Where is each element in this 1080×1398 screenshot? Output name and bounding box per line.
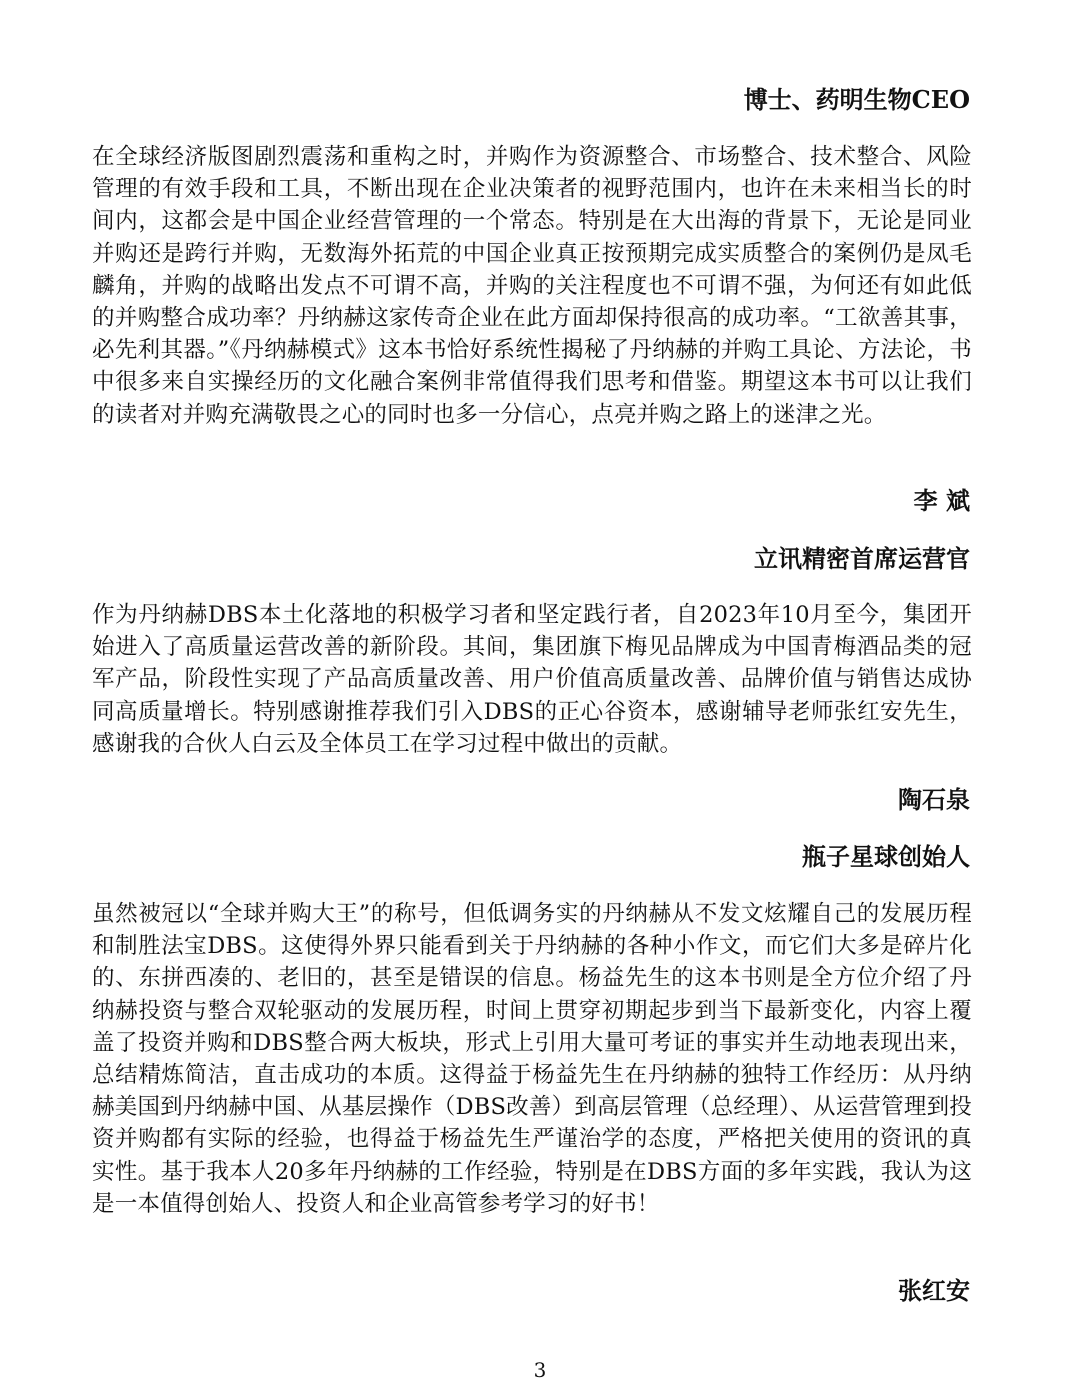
endorsement-paragraph-4: 虽然被冠以“全球并购大王”的称号，但低调务实的丹纳赫从不发文炫耀自己的发展历程和制胜法宝DBS。这使得外界只能看到关于丹纳赫的各种小作文，而它们大多是碎片化的、东拼西凑的、老旧的，甚至是错误的信息。杨益先生的这本书则是全方位介绍了丹纳赫投资与整合双轮驱动的发展历程，时间上贯穿初期起步到当下最新变化，内容上覆盖了投资并购和DBS整合两大板块，形式上引用大量可考证的事实并生动地表现出来，总结精炼简洁，直击成功的本质。这得益于杨益先生在丹纳赫的独特工作经历：从丹纳赫美国到丹纳赫中国、从基层操作（DBS改善）到高层管理（总经理）、从运营管理到投资并购都有实际的经验，也得益于杨益先生严谨治学的态度，严格把关使用的资讯的真实性。基于我本人20多年丹纳赫的工作经验，特别是在DBS方面的多年实践，我认为这是一本值得创始人、投资人和企业高管参考学习的好书！	[92, 901, 972, 1217]
endorser-title-2: 立讯精密首席运营官	[754, 544, 970, 573]
endorser-title-3: 瓶子星球创始人	[802, 842, 970, 871]
endorser-name-2: 李 斌	[913, 486, 970, 515]
endorsement-paragraph-2: 在全球经济版图剧烈震荡和重构之时，并购作为资源整合、市场整合、技术整合、风险管理的有效手段和工具，不断出现在企业决策者的视野范围内，也许在未来相当长的时间内，这都会是中国企业经营管理的一个常态。特别是在大出海的背景下，无论是同业并购还是跨行并购，无数海外拓荒的中国企业真正按预期完成实质整合的案例仍是凤毛麟角，并购的战略出发点不可谓不高，并购的关注程度也不可谓不强，为何还有如此低的并购整合成功率？丹纳赫这家传奇企业在此方面却保持很高的成功率。“工欲善其事，必先利其器。”《丹纳赫模式》这本书恰好系统性揭秘了丹纳赫的并购工具论、方法论，书中很多来自实操经历的文化融合案例非常值得我们思考和借鉴。期望这本书可以让我们的读者对并购充满敬畏之心的同时也多一分信心，点亮并购之路上的迷津之光。	[92, 144, 972, 428]
endorser-title-1: 博士、药明生物CEO	[743, 85, 970, 114]
endorser-name-3: 陶石泉	[898, 785, 970, 814]
endorsement-paragraph-3: 作为丹纳赫DBS本土化落地的积极学习者和坚定践行者，自2023年10月至今，集团开始进入了高质量运营改善的新阶段。其间，集团旗下梅见品牌成为中国青梅酒品类的冠军产品，阶段性实现了产品高质量改善、用户价值高质量改善、品牌价值与销售达成协同高质量增长。特别感谢推荐我们引入DBS的正心谷资本，感谢辅导老师张红安先生，感谢我的合伙人白云及全体员工在学习过程中做出的贡献。	[92, 602, 972, 757]
page-number: 3	[533, 1358, 547, 1382]
endorser-name-4: 张红安	[898, 1276, 970, 1305]
